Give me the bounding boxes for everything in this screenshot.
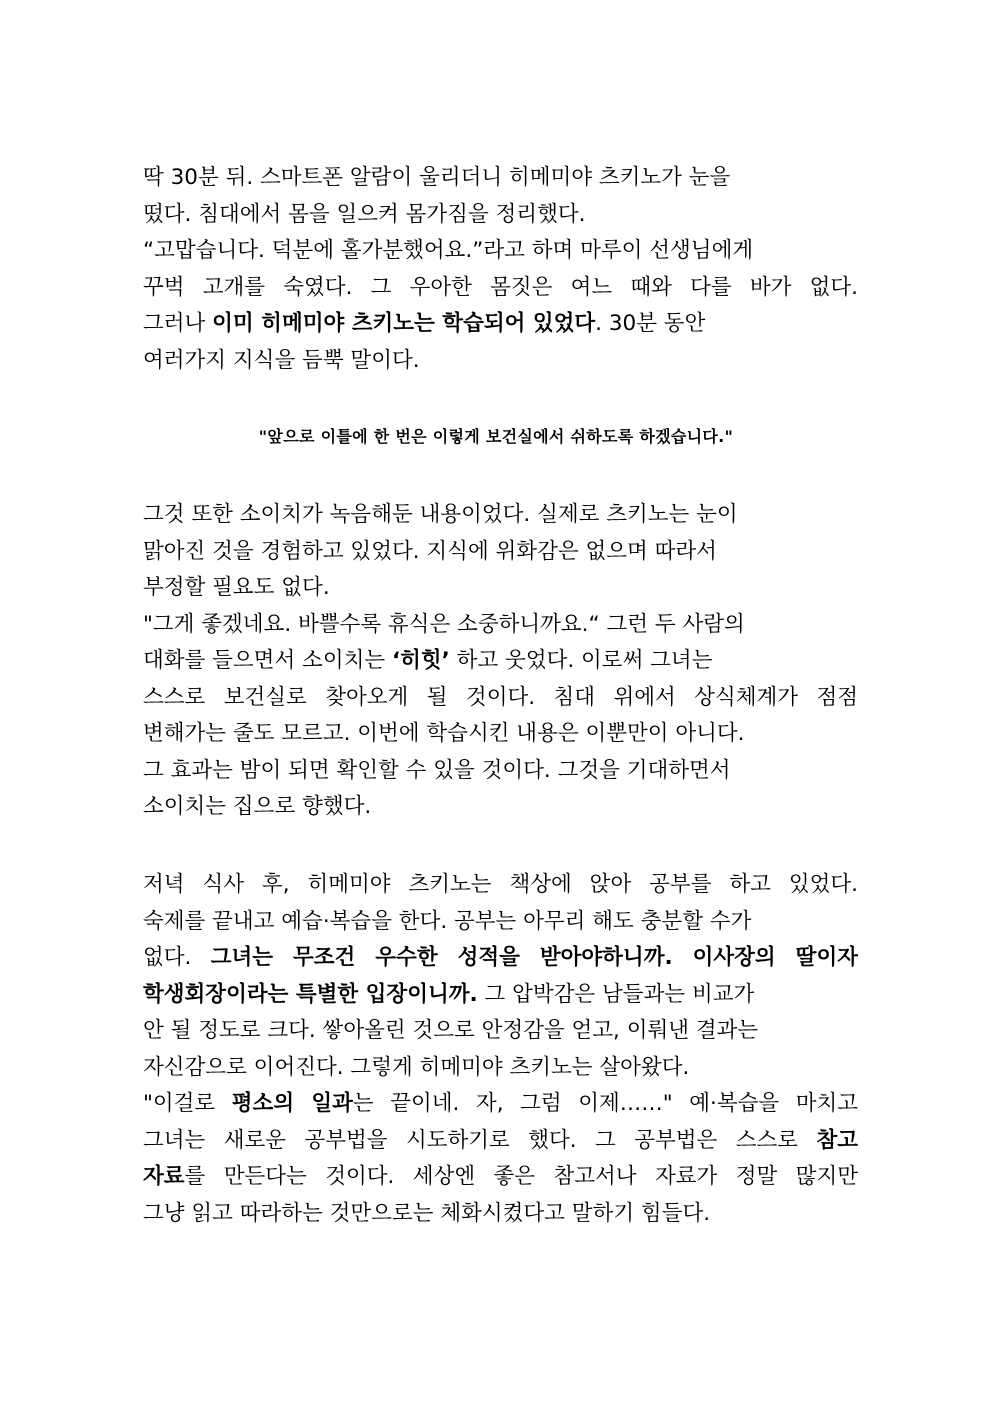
text-segment: 는 끝이네. 자, 그럼 이제……" 예·복습을 마치고 <box>352 1091 858 1116</box>
text-segment: "이걸로 <box>143 1091 232 1116</box>
text-line <box>143 1196 858 1233</box>
text-segment: 그러나 <box>143 311 213 336</box>
text-line <box>143 306 858 343</box>
text-segment: 자신감으로 이어진다. 그렇게 히메미야 츠키노는 살아왔다. <box>143 1054 690 1080</box>
text-segment: "그게 좋겠네요. 바쁠수록 휴식은 소중하니까요.“ 그런 두 사람의 <box>143 611 745 637</box>
text-line <box>143 1123 858 1160</box>
text-line <box>143 497 858 534</box>
text-segment: 그것 또한 소이치가 녹음해둔 내용이었다. 실제로 츠키노는 눈이 <box>143 502 738 527</box>
text-segment: 딱 30분 뒤. 스마트폰 알람이 울리더니 히메미야 츠키노가 눈을 <box>143 165 731 190</box>
text-segment: 여러가지 지식을 듬뿍 말이다. <box>143 347 420 373</box>
text-segment: 소이치는 집으로 향했다. <box>143 794 372 819</box>
text-line <box>143 680 858 717</box>
text-segment: 를 만든다는 것이다. 세상엔 좋은 참고서나 자료가 정말 많지만 <box>184 1164 858 1189</box>
text-line <box>143 753 858 790</box>
text-line <box>143 904 858 941</box>
bold-text: 학생회장이라는 특별한 입장이니까. <box>143 981 478 1007</box>
bold-text: 자료 <box>143 1164 185 1189</box>
text-segment: 저녁 식사 후, 히메미야 츠키노는 책상에 앉아 공부를 하고 있었다. <box>143 872 858 897</box>
text-line <box>143 1050 858 1087</box>
text-line <box>143 977 858 1014</box>
text-line <box>143 570 858 607</box>
text-segment: “고맙습니다. 덕분에 홀가분했어요.”라고 하며 마루이 선생님에게 <box>143 238 754 263</box>
text-segment: 대화를 들으면서 소이치는 <box>143 648 392 673</box>
text-segment: 그 효과는 밤이 되면 확인할 수 있을 것이다. 그것을 기대하면서 <box>143 757 731 783</box>
text-line <box>143 643 858 680</box>
text-line <box>143 1086 858 1123</box>
text-line <box>143 160 858 197</box>
bold-text: 평소의 일과 <box>231 1091 353 1116</box>
text-segment: 스스로 보건실로 찾아오게 될 것이다. 침대 위에서 상식체계가 점점 <box>143 684 858 710</box>
paragraph-3 <box>143 867 858 1232</box>
text-segment: 없다. <box>143 945 211 970</box>
text-segment: 맑아진 것을 경험하고 있었다. 지식에 위화감은 없으며 따라서 <box>143 538 717 564</box>
text-segment: 안 될 정도로 크다. 쌓아올린 것으로 안정감을 얻고, 이뤄낸 결과는 <box>143 1018 759 1043</box>
bold-text: 그녀는 무조건 우수한 성적을 받아야하니까. 이사장의 딸이자 <box>210 945 858 970</box>
text-line <box>143 197 858 234</box>
text-segment: 꾸벅 고개를 숙였다. 그 우아한 몸짓은 여느 때와 다를 바가 없다. <box>143 274 858 300</box>
text-line <box>143 343 858 380</box>
text-segment: 그냥 읽고 따라하는 것만으로는 체화시켰다고 말하기 힘들다. <box>143 1200 711 1226</box>
text-line <box>143 789 858 826</box>
text-line <box>143 716 858 753</box>
text-segment: 떴다. 침대에서 몸을 일으켜 몸가짐을 정리했다. <box>143 201 586 227</box>
quote-heading: "앞으로 이틀에 한 번은 이렇게 보건실에서 쉬하도록 하겠습니다." <box>258 427 734 446</box>
text-line <box>143 1159 858 1196</box>
text-line <box>143 1013 858 1050</box>
text-segment: 변해가는 줄도 모르고. 이번에 학습시킨 내용은 이뿐만이 아니다. <box>143 721 745 746</box>
bold-text: 이미 히메미야 츠키노는 학습되어 있었다 <box>212 311 596 336</box>
text-line <box>143 867 858 904</box>
paragraph-1 <box>143 160 858 379</box>
text-segment: . 30분 동안 <box>595 311 706 336</box>
text-line <box>143 233 858 270</box>
bold-text: ‘히힛’ <box>391 648 450 673</box>
bold-text: 참고 <box>816 1127 858 1153</box>
text-segment: 그 압박감은 남들과는 비교가 <box>477 981 755 1007</box>
text-segment: 숙제를 끝내고 예습·복습을 한다. 공부는 아무리 해도 충분할 수가 <box>143 908 752 934</box>
text-line <box>143 940 858 977</box>
text-line <box>143 607 858 644</box>
text-segment: 부정할 필요도 없다. <box>143 575 330 600</box>
paragraph-2 <box>143 497 858 826</box>
text-line <box>143 534 858 571</box>
text-segment: 하고 웃었다. 이로써 그녀는 <box>449 648 713 673</box>
text-segment: 그녀는 새로운 공부법을 시도하기로 했다. 그 공부법은 스스로 <box>143 1127 817 1153</box>
text-line <box>143 270 858 307</box>
